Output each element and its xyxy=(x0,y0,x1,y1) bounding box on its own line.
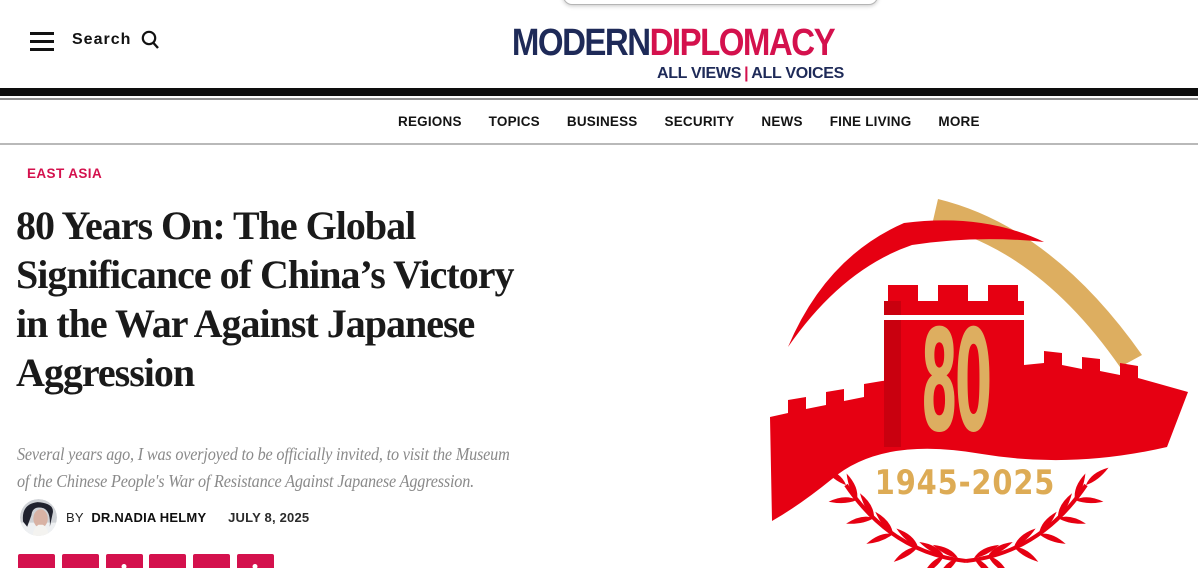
share-glyph-dot xyxy=(122,564,127,568)
search-icon[interactable] xyxy=(141,30,160,50)
share-button-3[interactable] xyxy=(106,554,143,568)
share-button-4[interactable] xyxy=(149,554,186,568)
search-button[interactable] xyxy=(72,30,160,50)
search-label[interactable]: Search xyxy=(72,31,132,48)
page-title: 80 Years On: The Global Significance of China’s Victory in the War Against Japanese Aggression xyxy=(16,203,514,395)
share-button-6[interactable] xyxy=(237,554,274,568)
site-tagline: ALL VIEWS | ALL VOICES xyxy=(656,65,844,82)
emblem-years: 1945-2025 xyxy=(874,463,1056,503)
nav-item-security[interactable]: SECURITY xyxy=(664,114,735,129)
nav-item-news[interactable]: NEWS xyxy=(761,114,803,129)
site-logo[interactable] xyxy=(500,20,846,83)
header-divider-bar xyxy=(0,88,1198,96)
browser-dialog-remnant xyxy=(563,0,878,5)
share-button-2[interactable] xyxy=(62,554,99,568)
author-avatar[interactable] xyxy=(20,499,57,536)
nav-item-regions[interactable]: REGIONS xyxy=(398,114,462,129)
main-nav xyxy=(0,100,1198,145)
byline-prefix: BY xyxy=(66,510,84,525)
emblem-number: 80 xyxy=(920,300,990,465)
share-button-1[interactable] xyxy=(18,554,55,568)
author-name[interactable]: DR.NADIA HELMY xyxy=(91,510,207,525)
nav-item-fine-living[interactable]: FINE LIVING xyxy=(829,114,912,129)
share-glyph-dot xyxy=(253,564,258,568)
publish-date: JULY 8, 2025 xyxy=(228,510,310,525)
share-buttons xyxy=(18,554,274,568)
share-button-5[interactable] xyxy=(193,554,230,568)
article-subtitle: Several years ago, I was overjoyed to be officially invited, to visit the Museum of the Chinese People's War of Resistance Against Japanese Aggression. xyxy=(17,444,510,491)
nav-item-business[interactable]: BUSINESS xyxy=(566,114,638,129)
featured-image xyxy=(742,185,1198,568)
site-logo-wordmark xyxy=(500,20,846,64)
logo-word-modern: MODERN xyxy=(511,20,650,63)
tagline-separator: | xyxy=(744,65,749,82)
nav-item-topics[interactable]: TOPICS xyxy=(488,114,540,129)
nav-item-more[interactable]: MORE xyxy=(938,114,980,129)
category-link[interactable]: EAST ASIA xyxy=(27,166,103,181)
byline xyxy=(20,499,309,536)
logo-word-diplomacy: DIPLOMACY xyxy=(649,20,835,63)
menu-icon[interactable] xyxy=(30,32,54,51)
